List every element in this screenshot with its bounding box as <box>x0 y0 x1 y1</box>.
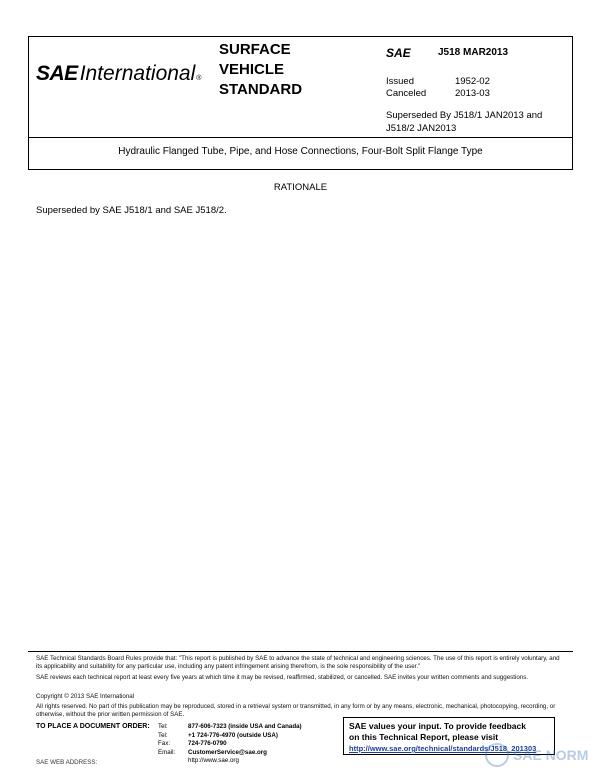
watermark-text: SAE NORM <box>513 747 589 763</box>
logo-international: International <box>79 62 196 85</box>
contact-values <box>188 723 338 766</box>
standard-type-line-1: SURFACE <box>219 41 291 58</box>
document-title: Hydraulic Flanged Tube, Pipe, and Hose Connections, Four-Bolt Split Flange Type <box>118 146 483 157</box>
fax-label: Fax: <box>158 740 171 747</box>
board-rules-text: SAE Technical Standards Board Rules provide that: "This report is published by SAE to advance the state of technical and engineering sciences. The use of this report is entirely voluntary, and its applicability and suitability for any particular use, including any patent infringement arising therefrom, is the sole responsibility of the user." <box>36 655 560 670</box>
standard-type <box>219 40 369 100</box>
feedback-link[interactable]: http://www.sae.org/technical/standards/J518_201303 <box>349 744 537 753</box>
canceled-label: Canceled <box>386 88 427 99</box>
email-value[interactable]: CustomerService@sae.org <box>188 748 267 756</box>
sae-international-logo <box>36 62 216 88</box>
issued-value: 1952-02 <box>455 76 490 87</box>
contact-labels <box>158 723 188 757</box>
web-value[interactable]: http://www.sae.org <box>188 757 239 764</box>
document-id: J518 MAR2013 <box>438 47 509 58</box>
rationale-heading: RATIONALE <box>273 182 328 193</box>
standard-type-line-2: VEHICLE <box>219 61 285 78</box>
watermark-circle-icon <box>486 744 508 766</box>
rationale-text: Superseded by SAE J518/1 and SAE J518/2. <box>36 205 227 216</box>
catalog-label: SAE WEB ADDRESS: <box>36 759 98 766</box>
feedback-line-1: SAE values your input. To provide feedback <box>349 721 526 731</box>
feedback-line-2: on this Technical Report, please visit <box>349 732 499 742</box>
fax-value: 724-776-0790 <box>188 740 227 747</box>
header-divider <box>28 137 573 138</box>
review-text: SAE reviews each technical report at least every five years at which time it may be revised, reaffirmed, stabilized, or cancelled. SAE invites your written comments and suggestions. <box>36 674 529 681</box>
rights-text: All rights reserved. No part of this publication may be reproduced, stored in a retrieval system or transmitted, in any form or by any means, electronic, mechanical, photocopying, recording, or otherwise, without the prior written permission of SAE. <box>36 703 556 718</box>
superseded-note: Superseded By J518/1 JAN2013 and J518/2 JAN2013 <box>386 110 543 134</box>
issued-label: Issued <box>386 76 414 87</box>
order-label: TO PLACE A DOCUMENT ORDER: <box>36 723 150 730</box>
tel-label: Tel: <box>158 723 168 730</box>
sae-norm-watermark <box>483 740 593 770</box>
email-label: Email: <box>158 748 176 756</box>
small-sae-logo: SAE <box>386 46 411 60</box>
standard-type-line-3: STANDARD <box>219 81 303 98</box>
logo-registered: ® <box>196 75 202 82</box>
canceled-value: 2013-03 <box>455 88 490 99</box>
tel2-value: +1 724-776-4970 (outside USA) <box>188 731 278 739</box>
tel-value: 877-606-7323 (inside USA and Canada) <box>188 723 302 730</box>
tel2-label: Tel: <box>158 731 168 739</box>
logo-sae: SAE <box>36 62 78 85</box>
copyright-text: Copyright © 2013 SAE International <box>36 693 135 700</box>
footer-rule <box>28 651 573 652</box>
